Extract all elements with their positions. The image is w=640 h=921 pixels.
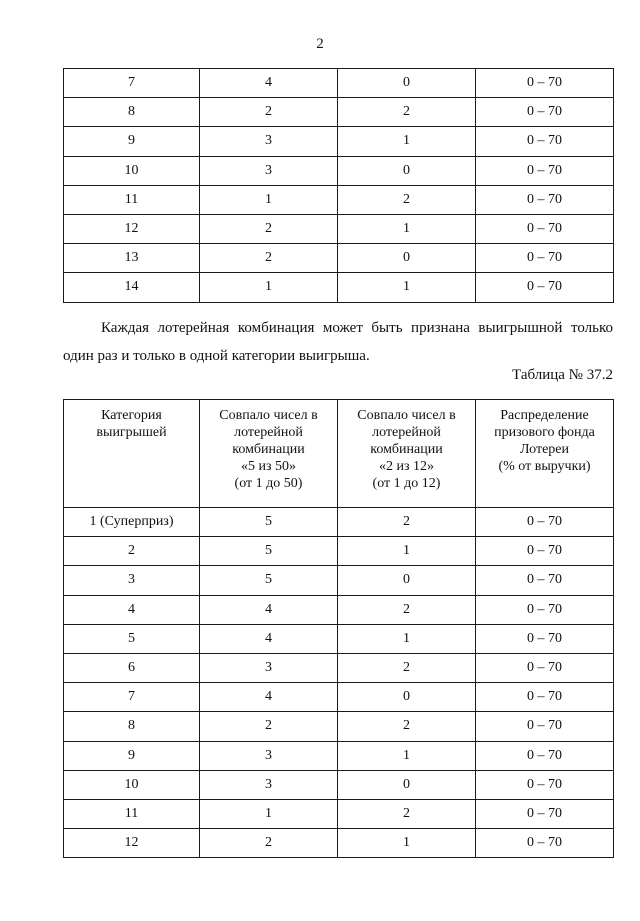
- prize-categories-table-37-2: [63, 399, 614, 858]
- header-category: Категория выигрышей: [64, 400, 200, 508]
- table-row: [64, 566, 614, 595]
- table-caption: Таблица № 37.2: [512, 367, 613, 383]
- cell-prize-share: 0 – 70: [476, 770, 614, 799]
- cell-matches-a: 5: [200, 508, 338, 537]
- cell-matches-b: 0: [338, 69, 476, 98]
- cell-matches-a: 5: [200, 537, 338, 566]
- cell-matches-b: 2: [338, 595, 476, 624]
- table-row: [64, 156, 614, 185]
- cell-matches-b: 0: [338, 683, 476, 712]
- cell-category: 9: [64, 127, 200, 156]
- cell-category: 6: [64, 653, 200, 682]
- cell-matches-b: 1: [338, 214, 476, 243]
- cell-matches-a: 2: [200, 244, 338, 273]
- cell-prize-share: 0 – 70: [476, 98, 614, 127]
- cell-matches-a: 3: [200, 741, 338, 770]
- cell-matches-a: 3: [200, 156, 338, 185]
- cell-prize-share: 0 – 70: [476, 69, 614, 98]
- cell-prize-share: 0 – 70: [476, 712, 614, 741]
- table-row: [64, 214, 614, 243]
- cell-matches-a: 2: [200, 829, 338, 858]
- prize-categories-table-continued: [63, 68, 614, 303]
- cell-category: 12: [64, 829, 200, 858]
- header-prize-fund-distribution: Распределение призового фонда Лотереи (% от выручки): [476, 400, 614, 508]
- cell-prize-share: 0 – 70: [476, 595, 614, 624]
- cell-prize-share: 0 – 70: [476, 624, 614, 653]
- cell-matches-a: 1: [200, 273, 338, 302]
- cell-prize-share: 0 – 70: [476, 508, 614, 537]
- cell-category: 11: [64, 185, 200, 214]
- cell-category: 13: [64, 244, 200, 273]
- cell-matches-b: 0: [338, 770, 476, 799]
- cell-matches-b: 2: [338, 712, 476, 741]
- cell-prize-share: 0 – 70: [476, 741, 614, 770]
- table-row: [64, 683, 614, 712]
- cell-category: 7: [64, 683, 200, 712]
- table-row: [64, 127, 614, 156]
- table-row: [64, 508, 614, 537]
- cell-matches-a: 2: [200, 214, 338, 243]
- cell-matches-a: 2: [200, 98, 338, 127]
- cell-prize-share: 0 – 70: [476, 829, 614, 858]
- cell-matches-a: 4: [200, 683, 338, 712]
- table-row: [64, 244, 614, 273]
- cell-category: 10: [64, 770, 200, 799]
- cell-category: 5: [64, 624, 200, 653]
- cell-category: 2: [64, 537, 200, 566]
- cell-prize-share: 0 – 70: [476, 653, 614, 682]
- table-row: [64, 69, 614, 98]
- cell-matches-a: 3: [200, 653, 338, 682]
- cell-matches-b: 0: [338, 156, 476, 185]
- cell-prize-share: 0 – 70: [476, 244, 614, 273]
- header-matches-2-of-12: Совпало чисел в лотерейной комбинации «2 из 12» (от 1 до 12): [338, 400, 476, 508]
- cell-matches-b: 1: [338, 741, 476, 770]
- table-row: [64, 653, 614, 682]
- cell-prize-share: 0 – 70: [476, 156, 614, 185]
- cell-matches-a: 4: [200, 595, 338, 624]
- cell-matches-b: 1: [338, 127, 476, 156]
- cell-matches-b: 2: [338, 185, 476, 214]
- cell-prize-share: 0 – 70: [476, 537, 614, 566]
- cell-category: 7: [64, 69, 200, 98]
- table-row: [64, 273, 614, 302]
- cell-category: 14: [64, 273, 200, 302]
- cell-category: 3: [64, 566, 200, 595]
- cell-category: 10: [64, 156, 200, 185]
- table-row: [64, 712, 614, 741]
- page-number: 2: [316, 36, 324, 52]
- cell-prize-share: 0 – 70: [476, 185, 614, 214]
- cell-matches-b: 2: [338, 98, 476, 127]
- cell-matches-a: 1: [200, 799, 338, 828]
- cell-category: 1 (Суперприз): [64, 508, 200, 537]
- cell-matches-b: 1: [338, 537, 476, 566]
- cell-prize-share: 0 – 70: [476, 273, 614, 302]
- cell-matches-b: 0: [338, 566, 476, 595]
- table-row: [64, 799, 614, 828]
- cell-matches-a: 2: [200, 712, 338, 741]
- cell-category: 9: [64, 741, 200, 770]
- cell-matches-a: 5: [200, 566, 338, 595]
- cell-prize-share: 0 – 70: [476, 566, 614, 595]
- table-header-row: [64, 400, 614, 508]
- cell-category: 11: [64, 799, 200, 828]
- cell-prize-share: 0 – 70: [476, 214, 614, 243]
- table-row: [64, 98, 614, 127]
- cell-matches-a: 1: [200, 185, 338, 214]
- cell-matches-a: 3: [200, 770, 338, 799]
- cell-prize-share: 0 – 70: [476, 127, 614, 156]
- table-row: [64, 624, 614, 653]
- cell-matches-a: 4: [200, 624, 338, 653]
- cell-matches-b: 1: [338, 273, 476, 302]
- cell-matches-a: 4: [200, 69, 338, 98]
- cell-matches-b: 0: [338, 244, 476, 273]
- cell-matches-b: 2: [338, 653, 476, 682]
- table-row: [64, 770, 614, 799]
- cell-prize-share: 0 – 70: [476, 683, 614, 712]
- table-row: [64, 595, 614, 624]
- winning-combination-note: Каждая лотерейная комбинация может быть признана выигрышной только один раз и только в одной категории выигрыша.: [63, 320, 613, 364]
- header-matches-5-of-50: Совпало чисел в лотерейной комбинации «5 из 50» (от 1 до 50): [200, 400, 338, 508]
- cell-category: 8: [64, 712, 200, 741]
- table-row: [64, 537, 614, 566]
- table-row: [64, 185, 614, 214]
- cell-prize-share: 0 – 70: [476, 799, 614, 828]
- cell-category: 8: [64, 98, 200, 127]
- cell-matches-b: 1: [338, 829, 476, 858]
- table-row: [64, 829, 614, 858]
- cell-matches-b: 2: [338, 799, 476, 828]
- cell-category: 4: [64, 595, 200, 624]
- cell-matches-a: 3: [200, 127, 338, 156]
- cell-category: 12: [64, 214, 200, 243]
- cell-matches-b: 1: [338, 624, 476, 653]
- cell-matches-b: 2: [338, 508, 476, 537]
- table-row: [64, 741, 614, 770]
